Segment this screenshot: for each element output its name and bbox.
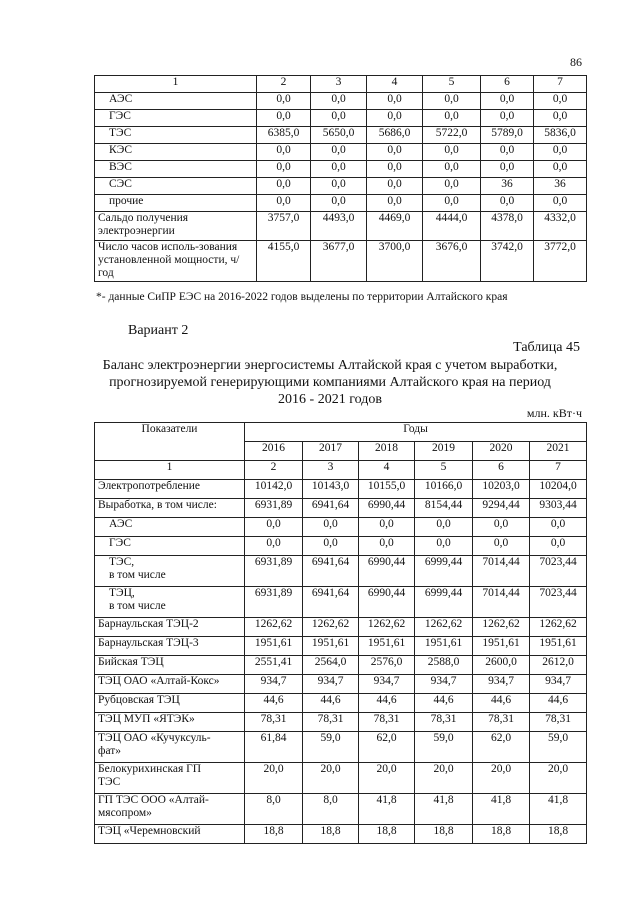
variant-heading: Вариант 2 xyxy=(128,323,189,338)
cell-value: 6999,44 xyxy=(415,556,473,587)
cell-value: 0,0 xyxy=(257,195,311,212)
cell-value: 4493,0 xyxy=(311,212,367,241)
cell-value: 4469,0 xyxy=(367,212,423,241)
row-label xyxy=(95,618,245,637)
cell-value: 0,0 xyxy=(311,161,367,178)
cell-value: 44,6 xyxy=(359,694,415,713)
cell-value: 1262,62 xyxy=(473,618,530,637)
column-number: 1 xyxy=(95,76,257,93)
cell-value: 8,0 xyxy=(245,794,303,825)
table-row xyxy=(95,518,587,537)
table-row xyxy=(95,587,587,618)
row-label-line: Барнаульская ТЭЦ-3 xyxy=(98,637,199,649)
cell-value: 0,0 xyxy=(530,518,587,537)
cell-value: 0,0 xyxy=(311,195,367,212)
top-table-numbering-row xyxy=(95,76,587,93)
cell-value: 1951,61 xyxy=(303,637,359,656)
cell-value: 41,8 xyxy=(530,794,587,825)
row-label xyxy=(95,637,245,656)
cell-value: 0,0 xyxy=(359,518,415,537)
row-label: ВЭС xyxy=(95,161,257,178)
footnote: *- данные СиПР ЕЭС на 2016-2022 годов выделены по территории Алтайского края xyxy=(96,291,508,303)
row-label-line: ГЭС xyxy=(109,537,131,549)
cell-value: 0,0 xyxy=(245,537,303,556)
cell-value: 4155,0 xyxy=(257,241,311,282)
cell-value: 0,0 xyxy=(367,178,423,195)
table-number: Таблица 45 xyxy=(513,340,580,355)
cell-value: 20,0 xyxy=(530,763,587,794)
row-label-line: Выработка, в том числе: xyxy=(98,499,217,511)
cell-value: 0,0 xyxy=(534,144,587,161)
cell-value: 18,8 xyxy=(245,825,303,844)
cell-value: 6990,44 xyxy=(359,556,415,587)
cell-value: 44,6 xyxy=(415,694,473,713)
row-label xyxy=(95,499,245,518)
year-header: 2021 xyxy=(530,442,587,461)
cell-value: 6931,89 xyxy=(245,556,303,587)
cell-value: 20,0 xyxy=(245,763,303,794)
year-header: 2018 xyxy=(359,442,415,461)
cell-value: 59,0 xyxy=(303,732,359,763)
cell-value: 0,0 xyxy=(257,144,311,161)
cell-value: 3742,0 xyxy=(481,241,534,282)
row-label: прочие xyxy=(95,195,257,212)
year-header: 2019 xyxy=(415,442,473,461)
row-label-line: ТЭЦ МУП «ЯТЭК» xyxy=(98,713,195,725)
cell-value: 0,0 xyxy=(367,93,423,110)
col-indicator-header: Показатели xyxy=(95,423,245,461)
row-label: ТЭС xyxy=(95,127,257,144)
row-label-line: Рубцовская ТЭЦ xyxy=(98,694,180,706)
cell-value: 1951,61 xyxy=(245,637,303,656)
row-label xyxy=(95,763,245,794)
cell-value: 3676,0 xyxy=(423,241,481,282)
table-row xyxy=(95,110,587,127)
column-number: 4 xyxy=(367,76,423,93)
cell-value: 5789,0 xyxy=(481,127,534,144)
year-header: 2016 xyxy=(245,442,303,461)
cell-value: 7014,44 xyxy=(473,587,530,618)
row-label-line: Бийская ТЭЦ xyxy=(98,656,164,668)
cell-value: 2612,0 xyxy=(530,656,587,675)
cell-value: 6941,64 xyxy=(303,587,359,618)
cell-value: 0,0 xyxy=(423,110,481,127)
cell-value: 78,31 xyxy=(530,713,587,732)
table-row xyxy=(95,732,587,763)
column-number: 2 xyxy=(257,76,311,93)
cell-value: 0,0 xyxy=(473,537,530,556)
cell-value: 6931,89 xyxy=(245,499,303,518)
cell-value: 0,0 xyxy=(534,195,587,212)
cell-value: 10166,0 xyxy=(415,480,473,499)
cell-value: 0,0 xyxy=(534,110,587,127)
cell-value: 6931,89 xyxy=(245,587,303,618)
table-row xyxy=(95,195,587,212)
cell-value: 5686,0 xyxy=(367,127,423,144)
cell-value: 4444,0 xyxy=(423,212,481,241)
cell-value: 1951,61 xyxy=(473,637,530,656)
year-header: 2017 xyxy=(303,442,359,461)
table-row xyxy=(95,212,587,241)
cell-value: 0,0 xyxy=(257,178,311,195)
cell-value: 8154,44 xyxy=(415,499,473,518)
row-label xyxy=(95,713,245,732)
cell-value: 10155,0 xyxy=(359,480,415,499)
table-row xyxy=(95,480,587,499)
row-label-line: ТЭЦ «Черемновский xyxy=(98,825,201,837)
table-row xyxy=(95,93,587,110)
row-label xyxy=(95,794,245,825)
cell-value: 41,8 xyxy=(473,794,530,825)
cell-value: 0,0 xyxy=(423,195,481,212)
cell-value: 0,0 xyxy=(359,537,415,556)
cell-value: 934,7 xyxy=(245,675,303,694)
cell-value: 5650,0 xyxy=(311,127,367,144)
col-years-header: Годы xyxy=(245,423,587,442)
page-number: 86 xyxy=(570,55,582,69)
cell-value: 41,8 xyxy=(359,794,415,825)
cell-value: 0,0 xyxy=(245,518,303,537)
row-label xyxy=(95,518,245,537)
table-row xyxy=(95,537,587,556)
column-number: 6 xyxy=(473,461,530,480)
cell-value: 0,0 xyxy=(303,537,359,556)
cell-value: 18,8 xyxy=(303,825,359,844)
cell-value: 0,0 xyxy=(311,93,367,110)
cell-value: 1951,61 xyxy=(415,637,473,656)
cell-value: 0,0 xyxy=(473,518,530,537)
cell-value: 41,8 xyxy=(415,794,473,825)
row-label-line: в том числе xyxy=(109,569,166,581)
cell-value: 0,0 xyxy=(530,537,587,556)
cell-value: 0,0 xyxy=(257,110,311,127)
cell-value: 4332,0 xyxy=(534,212,587,241)
cell-value: 20,0 xyxy=(359,763,415,794)
row-label-line: ТЭЦ ОАО «Алтай-Кокс» xyxy=(98,675,220,687)
cell-value: 6999,44 xyxy=(415,587,473,618)
numbering-row xyxy=(95,461,587,480)
row-label xyxy=(95,556,245,587)
cell-value: 0,0 xyxy=(481,93,534,110)
cell-value: 9303,44 xyxy=(530,499,587,518)
cell-value: 6941,64 xyxy=(303,499,359,518)
row-label xyxy=(95,656,245,675)
cell-value: 0,0 xyxy=(423,161,481,178)
column-number: 4 xyxy=(359,461,415,480)
table-row xyxy=(95,763,587,794)
cell-value: 934,7 xyxy=(415,675,473,694)
cell-value: 0,0 xyxy=(423,93,481,110)
table-row xyxy=(95,675,587,694)
cell-value: 2588,0 xyxy=(415,656,473,675)
table-row xyxy=(95,825,587,844)
cell-value: 6385,0 xyxy=(257,127,311,144)
header-row xyxy=(95,423,587,442)
cell-value: 78,31 xyxy=(473,713,530,732)
table-row xyxy=(95,178,587,195)
units-label: млн. кВт·ч xyxy=(526,406,582,420)
cell-value: 44,6 xyxy=(473,694,530,713)
row-label: КЭС xyxy=(95,144,257,161)
cell-value: 44,6 xyxy=(303,694,359,713)
row-label-line: Электропотребление xyxy=(98,480,200,492)
cell-value: 1262,62 xyxy=(530,618,587,637)
cell-value: 0,0 xyxy=(415,518,473,537)
cell-value: 20,0 xyxy=(415,763,473,794)
cell-value: 934,7 xyxy=(303,675,359,694)
row-label-line: ТЭС, xyxy=(109,556,135,568)
cell-value: 0,0 xyxy=(534,161,587,178)
cell-value: 0,0 xyxy=(311,144,367,161)
table-row xyxy=(95,618,587,637)
cell-value: 3757,0 xyxy=(257,212,311,241)
column-number: 5 xyxy=(415,461,473,480)
cell-value: 0,0 xyxy=(481,144,534,161)
cell-value: 0,0 xyxy=(481,110,534,127)
cell-value: 18,8 xyxy=(415,825,473,844)
cell-value: 36 xyxy=(481,178,534,195)
cell-value: 0,0 xyxy=(303,518,359,537)
table-row xyxy=(95,637,587,656)
cell-value: 0,0 xyxy=(534,93,587,110)
cell-value: 2564,0 xyxy=(303,656,359,675)
row-label-line: ГП ТЭС ООО «Алтай- xyxy=(98,794,209,806)
column-number: 1 xyxy=(95,461,245,480)
cell-value: 1262,62 xyxy=(415,618,473,637)
cell-value: 1262,62 xyxy=(303,618,359,637)
cell-value: 36 xyxy=(534,178,587,195)
top-table xyxy=(94,75,587,282)
cell-value: 0,0 xyxy=(423,144,481,161)
cell-value: 3772,0 xyxy=(534,241,587,282)
table-row xyxy=(95,161,587,178)
cell-value: 44,6 xyxy=(245,694,303,713)
cell-value: 5836,0 xyxy=(534,127,587,144)
column-number: 3 xyxy=(303,461,359,480)
cell-value: 78,31 xyxy=(359,713,415,732)
column-number: 5 xyxy=(423,76,481,93)
cell-value: 0,0 xyxy=(367,110,423,127)
cell-value: 18,8 xyxy=(473,825,530,844)
table-title xyxy=(80,357,580,408)
row-label: ГЭС xyxy=(95,110,257,127)
cell-value: 1951,61 xyxy=(359,637,415,656)
cell-value: 78,31 xyxy=(303,713,359,732)
cell-value: 0,0 xyxy=(423,178,481,195)
cell-value: 6990,44 xyxy=(359,587,415,618)
column-number: 2 xyxy=(245,461,303,480)
cell-value: 0,0 xyxy=(311,110,367,127)
cell-value: 20,0 xyxy=(303,763,359,794)
row-label-line: ТЭЦ, xyxy=(109,587,135,599)
row-label: Число часов исполь-зования установленной мощности, ч/год xyxy=(95,241,257,282)
cell-value: 61,84 xyxy=(245,732,303,763)
row-label-line: фат» xyxy=(98,745,122,757)
column-number: 3 xyxy=(311,76,367,93)
table-row xyxy=(95,127,587,144)
row-label xyxy=(95,675,245,694)
table-row xyxy=(95,656,587,675)
cell-value: 1262,62 xyxy=(359,618,415,637)
cell-value: 78,31 xyxy=(245,713,303,732)
cell-value: 0,0 xyxy=(415,537,473,556)
cell-value: 7014,44 xyxy=(473,556,530,587)
row-label: СЭС xyxy=(95,178,257,195)
row-label xyxy=(95,587,245,618)
row-label-line: АЭС xyxy=(109,518,133,530)
title-line: Баланс электроэнергии энергосистемы Алтайской края с учетом выработки, xyxy=(102,358,558,373)
cell-value: 0,0 xyxy=(367,144,423,161)
cell-value: 7023,44 xyxy=(530,587,587,618)
cell-value: 3700,0 xyxy=(367,241,423,282)
row-label-line: мясопром» xyxy=(98,807,152,819)
table-row xyxy=(95,694,587,713)
row-label xyxy=(95,825,245,844)
row-label: АЭС xyxy=(95,93,257,110)
cell-value: 3677,0 xyxy=(311,241,367,282)
row-label: Сальдо получения электроэнергии xyxy=(95,212,257,241)
cell-value: 0,0 xyxy=(311,178,367,195)
main-table xyxy=(94,422,587,844)
cell-value: 2551,41 xyxy=(245,656,303,675)
table-row xyxy=(95,556,587,587)
row-label xyxy=(95,537,245,556)
cell-value: 934,7 xyxy=(473,675,530,694)
title-line: прогнозируемой генерирующими компаниями Алтайского края на период xyxy=(109,375,551,390)
table-row xyxy=(95,499,587,518)
cell-value: 0,0 xyxy=(257,161,311,178)
cell-value: 8,0 xyxy=(303,794,359,825)
cell-value: 62,0 xyxy=(473,732,530,763)
column-number: 7 xyxy=(530,461,587,480)
cell-value: 6941,64 xyxy=(303,556,359,587)
cell-value: 62,0 xyxy=(359,732,415,763)
cell-value: 18,8 xyxy=(359,825,415,844)
table-row xyxy=(95,713,587,732)
cell-value: 2600,0 xyxy=(473,656,530,675)
cell-value: 934,7 xyxy=(359,675,415,694)
cell-value: 10203,0 xyxy=(473,480,530,499)
cell-value: 78,31 xyxy=(415,713,473,732)
cell-value: 44,6 xyxy=(530,694,587,713)
row-label-line: Барнаульская ТЭЦ-2 xyxy=(98,618,199,630)
cell-value: 1262,62 xyxy=(245,618,303,637)
cell-value: 2576,0 xyxy=(359,656,415,675)
cell-value: 934,7 xyxy=(530,675,587,694)
cell-value: 10204,0 xyxy=(530,480,587,499)
cell-value: 20,0 xyxy=(473,763,530,794)
row-label-line: Белокурихинская ГП xyxy=(98,763,202,775)
row-label-line: ТЭС xyxy=(98,776,121,788)
title-line: 2016 - 2021 годов xyxy=(278,392,382,407)
row-label xyxy=(95,732,245,763)
cell-value: 5722,0 xyxy=(423,127,481,144)
cell-value: 0,0 xyxy=(481,195,534,212)
cell-value: 1951,61 xyxy=(530,637,587,656)
column-number: 6 xyxy=(481,76,534,93)
cell-value: 0,0 xyxy=(257,93,311,110)
row-label-line: ТЭЦ ОАО «Кучуксуль- xyxy=(98,732,211,744)
table-row xyxy=(95,794,587,825)
cell-value: 59,0 xyxy=(530,732,587,763)
year-header: 2020 xyxy=(473,442,530,461)
cell-value: 9294,44 xyxy=(473,499,530,518)
cell-value: 0,0 xyxy=(367,195,423,212)
row-label xyxy=(95,694,245,713)
cell-value: 7023,44 xyxy=(530,556,587,587)
cell-value: 10142,0 xyxy=(245,480,303,499)
row-label-line: в том числе xyxy=(109,600,166,612)
column-number: 7 xyxy=(534,76,587,93)
table-row xyxy=(95,144,587,161)
cell-value: 6990,44 xyxy=(359,499,415,518)
cell-value: 0,0 xyxy=(481,161,534,178)
cell-value: 18,8 xyxy=(530,825,587,844)
cell-value: 4378,0 xyxy=(481,212,534,241)
row-label xyxy=(95,480,245,499)
cell-value: 59,0 xyxy=(415,732,473,763)
cell-value: 0,0 xyxy=(367,161,423,178)
table-row xyxy=(95,241,587,282)
cell-value: 10143,0 xyxy=(303,480,359,499)
